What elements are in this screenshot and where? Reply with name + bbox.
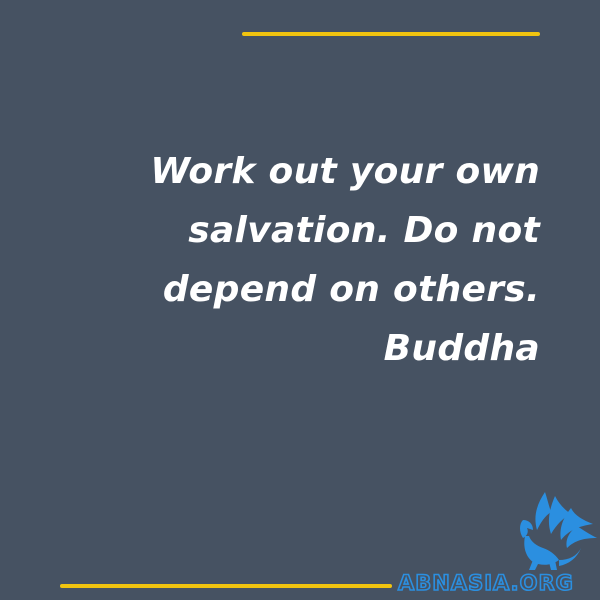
quote-line-2: salvation. Do not [188, 210, 540, 251]
griffin-icon [515, 486, 600, 570]
logo-wordmark: ABNASIA.ORG [398, 571, 574, 595]
quote-line-3: depend on others. [162, 269, 540, 310]
top-accent-line [242, 32, 540, 36]
quote-author: Buddha [383, 328, 540, 369]
quote-line-1: Work out your own [150, 151, 540, 192]
quote-block [100, 142, 540, 378]
bottom-accent-line [60, 584, 392, 588]
